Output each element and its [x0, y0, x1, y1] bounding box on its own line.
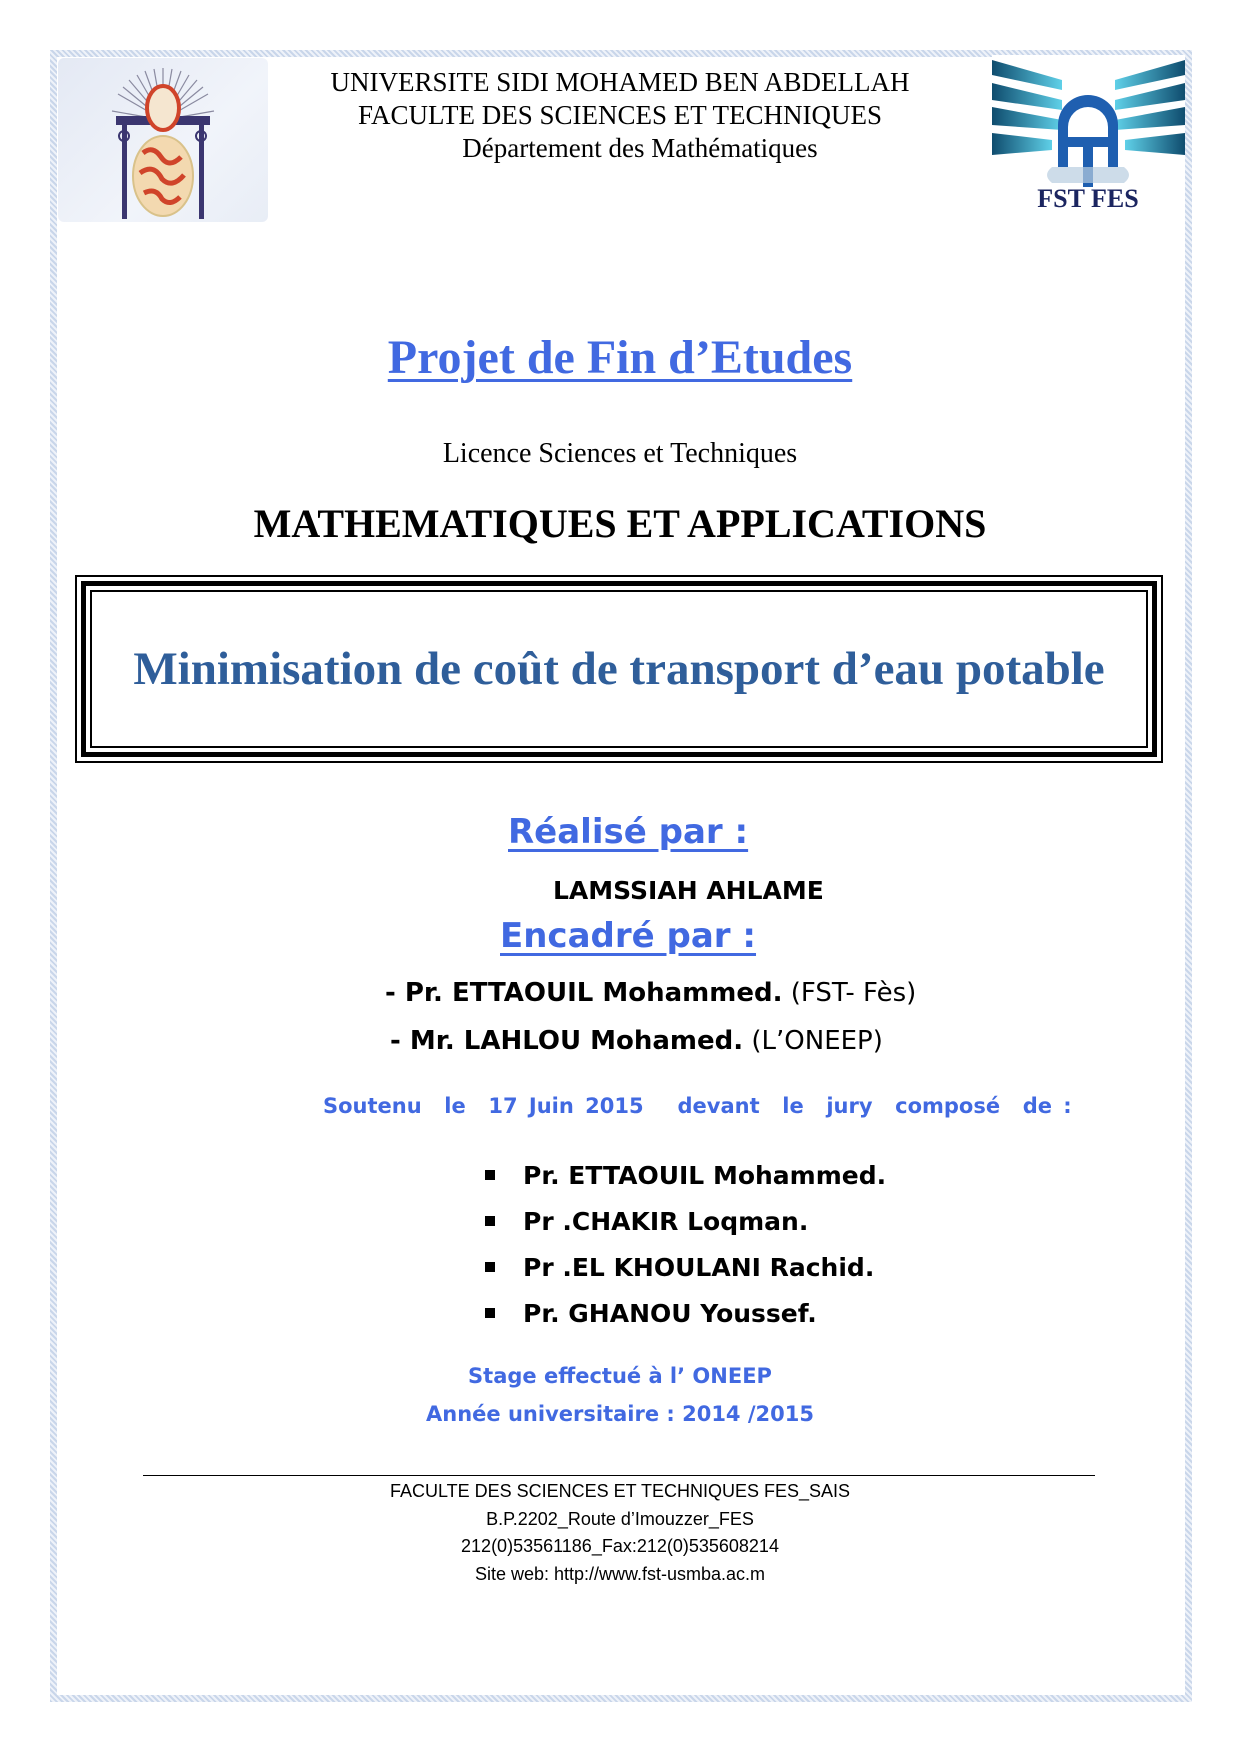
- supervisor-name: - Pr. ETTAOUIL Mohammed.: [385, 978, 783, 1008]
- jury-member: Pr .CHAKIR Loqman.: [485, 1198, 886, 1244]
- fst-fes-logo: [992, 55, 1185, 215]
- faculty-name: FACULTE DES SCIENCES ET TECHNIQUES: [357, 100, 883, 130]
- author-name: LAMSSIAH AHLAME: [553, 876, 824, 905]
- supervisor-affiliation: (FST- Fès): [790, 978, 917, 1008]
- academic-year: Année universitaire : 2014 /2015: [426, 1402, 814, 1426]
- fst-fes-logo-icon: [992, 55, 1185, 215]
- fst-fes-logo-text: FST FES: [1037, 184, 1139, 213]
- author-label: Réalisé par :: [508, 812, 749, 852]
- square-bullet-icon: [485, 1170, 495, 1180]
- document-type-title: Projet de Fin d’Etudes: [387, 331, 853, 384]
- major-heading: MATHEMATIQUES ET APPLICATIONS: [253, 501, 987, 546]
- university-name: UNIVERSITE SIDI MOHAMED BEN ABDELLAH: [330, 67, 910, 97]
- footer-line: 212(0)53561186_Fax:212(0)535608214: [461, 1536, 779, 1556]
- supervisor-item: [390, 1026, 883, 1056]
- footer-line: FACULTE DES SCIENCES ET TECHNIQUES FES_SAIS: [389, 1481, 851, 1501]
- defense-statement: Soutenu le 17 Juin 2015 devant le jury composé de :: [323, 1094, 1072, 1118]
- university-crest-icon: [58, 58, 268, 222]
- supervisors-label: Encadré par :: [500, 916, 757, 956]
- square-bullet-icon: [485, 1216, 495, 1226]
- jury-member: Pr .EL KHOULANI Rachid.: [485, 1244, 886, 1290]
- thesis-title: Minimisation de coût de transport d’eau potable: [133, 643, 1105, 695]
- footer-divider: [143, 1475, 1095, 1476]
- internship-place: Stage effectué à l’ ONEEP: [468, 1364, 772, 1388]
- institution-header: [280, 66, 960, 165]
- footer-address: [0, 1478, 1240, 1588]
- supervisor-name: - Mr. LAHLOU Mohamed.: [390, 1026, 744, 1056]
- jury-member: Pr. GHANOU Youssef.: [485, 1290, 886, 1336]
- footer-line: Site web: http://www.fst-usmba.ac.m: [474, 1563, 766, 1584]
- supervisor-item: [385, 978, 916, 1008]
- square-bullet-icon: [485, 1308, 495, 1318]
- university-crest-logo: [58, 58, 268, 222]
- jury-member: Pr. ETTAOUIL Mohammed.: [485, 1152, 886, 1198]
- degree-label: Licence Sciences et Techniques: [442, 438, 798, 469]
- footer-line: B.P.2202_Route d’Imouzzer_FES: [486, 1508, 754, 1529]
- supervisor-affiliation: (L’ONEEP): [751, 1026, 883, 1056]
- department-name: Département des Mathématiques: [462, 133, 818, 163]
- square-bullet-icon: [485, 1262, 495, 1272]
- thesis-title-box: [75, 575, 1163, 763]
- jury-list: [485, 1152, 886, 1336]
